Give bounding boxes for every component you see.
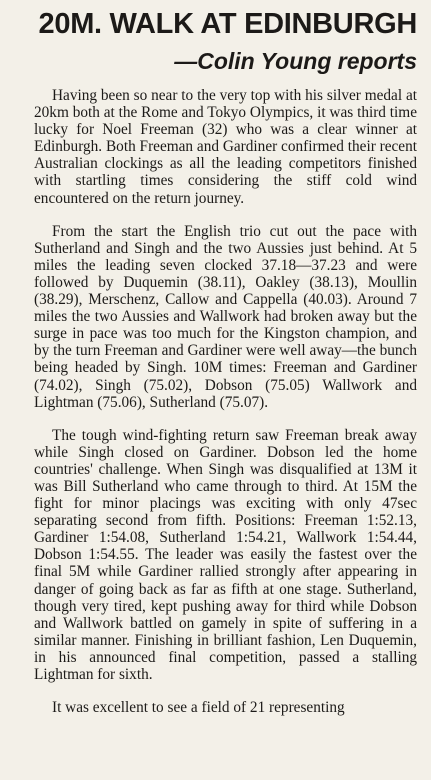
article-paragraph-4: It was excellent to see a field of 21 representing xyxy=(52,699,345,717)
article-body xyxy=(34,87,417,716)
article-byline: —Colin Young reports xyxy=(174,48,417,74)
article-paragraph-2: From the start the English trio cut out the pace with Sutherland and Singh and the two Aussies just behind. At 5 miles the leading seven clocked 37.18—37.23 and were followed by Duquemin (38.11), Oakley (38.13), Moullin (38.29), Merschenz, Callow and Cappella (40.03). Around 7 miles the two Aussies and Wallwork had broken away but the surge in pace was too much for the Kingston champion, and by the turn Freeman and Gardiner were well away—the bunch being headed by Singh. 10M times: Freeman and Gardiner (74.02), Singh (75.02), Dobson (75.05) Wallwork and Lightman (75.06), Sutherland (75.07). xyxy=(34,222,417,411)
article-paragraph-1: Having been so near to the very top with his silver medal at 20km both at the Rome and Tokyo Olympics, it was third time lucky for Noel Freeman (32) who was a clear winner at Edinburgh. Both Freeman and Gardiner confirmed their recent Australian clockings as all the leading competitors finished with startling times considering the stiff cold wind encountered on the return journey. xyxy=(34,87,417,207)
article-headline: 20M. WALK AT EDINBURGH xyxy=(38,8,417,40)
article-paragraph-3: The tough wind-fighting return saw Freeman break away while Singh closed on Gardiner. Dobson led the home countries' challenge. When Singh was disqualified at 13M it was Bill Sutherland who came through to third. At 15M the fight for minor placings was exciting with only 47sec separating second from fifth. Positions: Freeman 1:52.13, Gardiner 1:54.08, Sutherland 1:54.21, Wallwork 1:54.44, Dobson 1:54.55. The leader was easily the fastest over the final 5M while Gardiner rallied strongly after appearing in danger of going back as far as fifth at one stage. Sutherland, though very tired, kept pushing away for third while Dobson and Wallwork battled on gamely in spite of suffering in a similar manner. Finishing in brilliant fashion, Len Duquemin, in his announced final competition, passed a stalling Lightman for sixth. xyxy=(34,426,417,683)
